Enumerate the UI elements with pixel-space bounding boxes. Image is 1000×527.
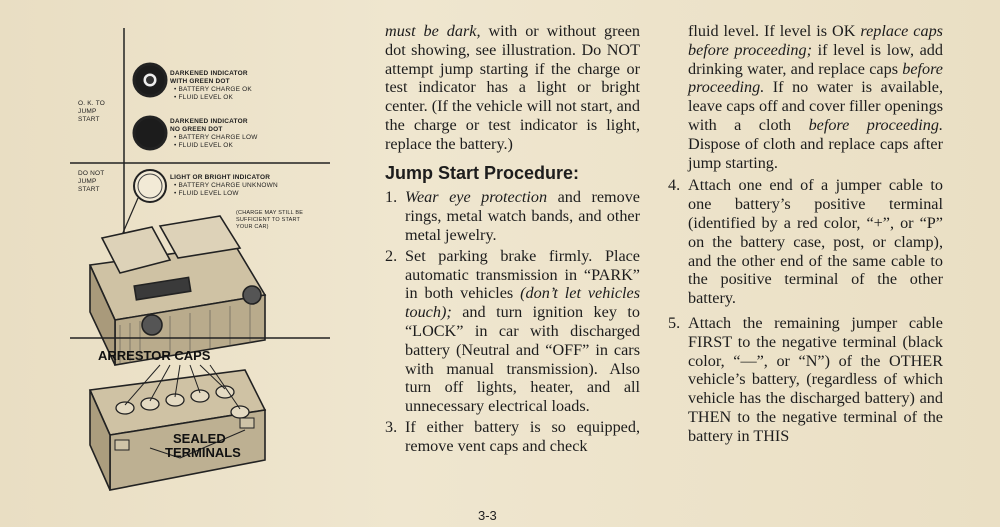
battery-side-view <box>90 370 265 490</box>
jump-start-heading: Jump Start Procedure: <box>385 162 580 183</box>
sealed-terminals-label: SEALED TERMINALS <box>165 431 241 460</box>
page-number: 3-3 <box>478 508 497 523</box>
charge-note: (CHARGE MAY STILL BE SUFFICIENT TO START YOUR CAR) <box>236 210 304 230</box>
middle-column <box>385 22 640 458</box>
battery-indicator-figure <box>30 20 360 515</box>
do-not-jump-label: DO NOT JUMP START <box>78 170 105 193</box>
arrestor-caps-label: ARRESTOR CAPS <box>98 348 211 363</box>
step-1: 1. Wear eye protection and remove rings, metal watch bands, and other metal jewelry. <box>385 188 640 244</box>
indicator2-description: DARKENED INDICATOR NO GREEN DOT • BATTERY CHARGE LOW • FLUID LEVEL OK <box>170 118 258 149</box>
ok-to-jump-label: O. K. TO JUMP START <box>78 100 106 123</box>
battery-top-view <box>90 216 265 365</box>
indicator-no-green-dot <box>134 117 166 149</box>
step-3-continued: fluid level. If level is OK replace caps before proceeding; if level is low, add drinking water, and replace caps before proceeding. If no water is available, leave caps off and cover filler openings with a cloth before proceeding. Dispose of cloth and replace caps after jump starting. <box>688 22 944 172</box>
steps-list-a <box>385 188 640 455</box>
indicator3-description: LIGHT OR BRIGHT INDICATOR • BATTERY CHARGE UNKNOWN • FLUID LEVEL LOW <box>170 174 278 197</box>
step-5: 5. Attach the remaining jumper cable FIRST to the negative terminal (black color, “—”, or “N”) of the OTHER vehicle’s battery, (regardless of which vehicle has the discharged battery) and THEN to the negative terminal of the battery in THIS <box>668 313 943 445</box>
step-3: 3. If either battery is so equipped, remove vent caps and check <box>385 417 640 455</box>
intro-paragraph: must be dark, with or without green dot showing, see illustration. Do NOT attempt jump starting if the charge or test indicator has a light or bright center. (If the vehicle will not start, and the charge or test indicator is light, replace the battery.) <box>385 22 640 153</box>
step-4: 4. Attach one end of a jumper cable to one battery’s positive terminal (identified by a red color, “+”, or “P” on the battery case, post, or clamp), and the other end of the same cable to the positive terminal of the other battery. <box>668 176 943 308</box>
indicator1-description: DARKENED INDICATOR WITH GREEN DOT • BATTERY CHARGE OK • FLUID LEVEL OK <box>170 70 252 101</box>
right-column <box>668 22 943 448</box>
step-2: 2. Set parking brake firmly. Place automatic transmission in “PARK” in both vehicles (don’t let vehicles touch); and turn ignition key to “LOCK” in car with discharged battery (Neutral and “OFF” in cars with manual transmission). Also turn off lights, heater, and all unnecessary electrical loads. <box>385 246 641 416</box>
steps-list-b <box>668 176 943 445</box>
indicator-bright <box>134 170 166 202</box>
